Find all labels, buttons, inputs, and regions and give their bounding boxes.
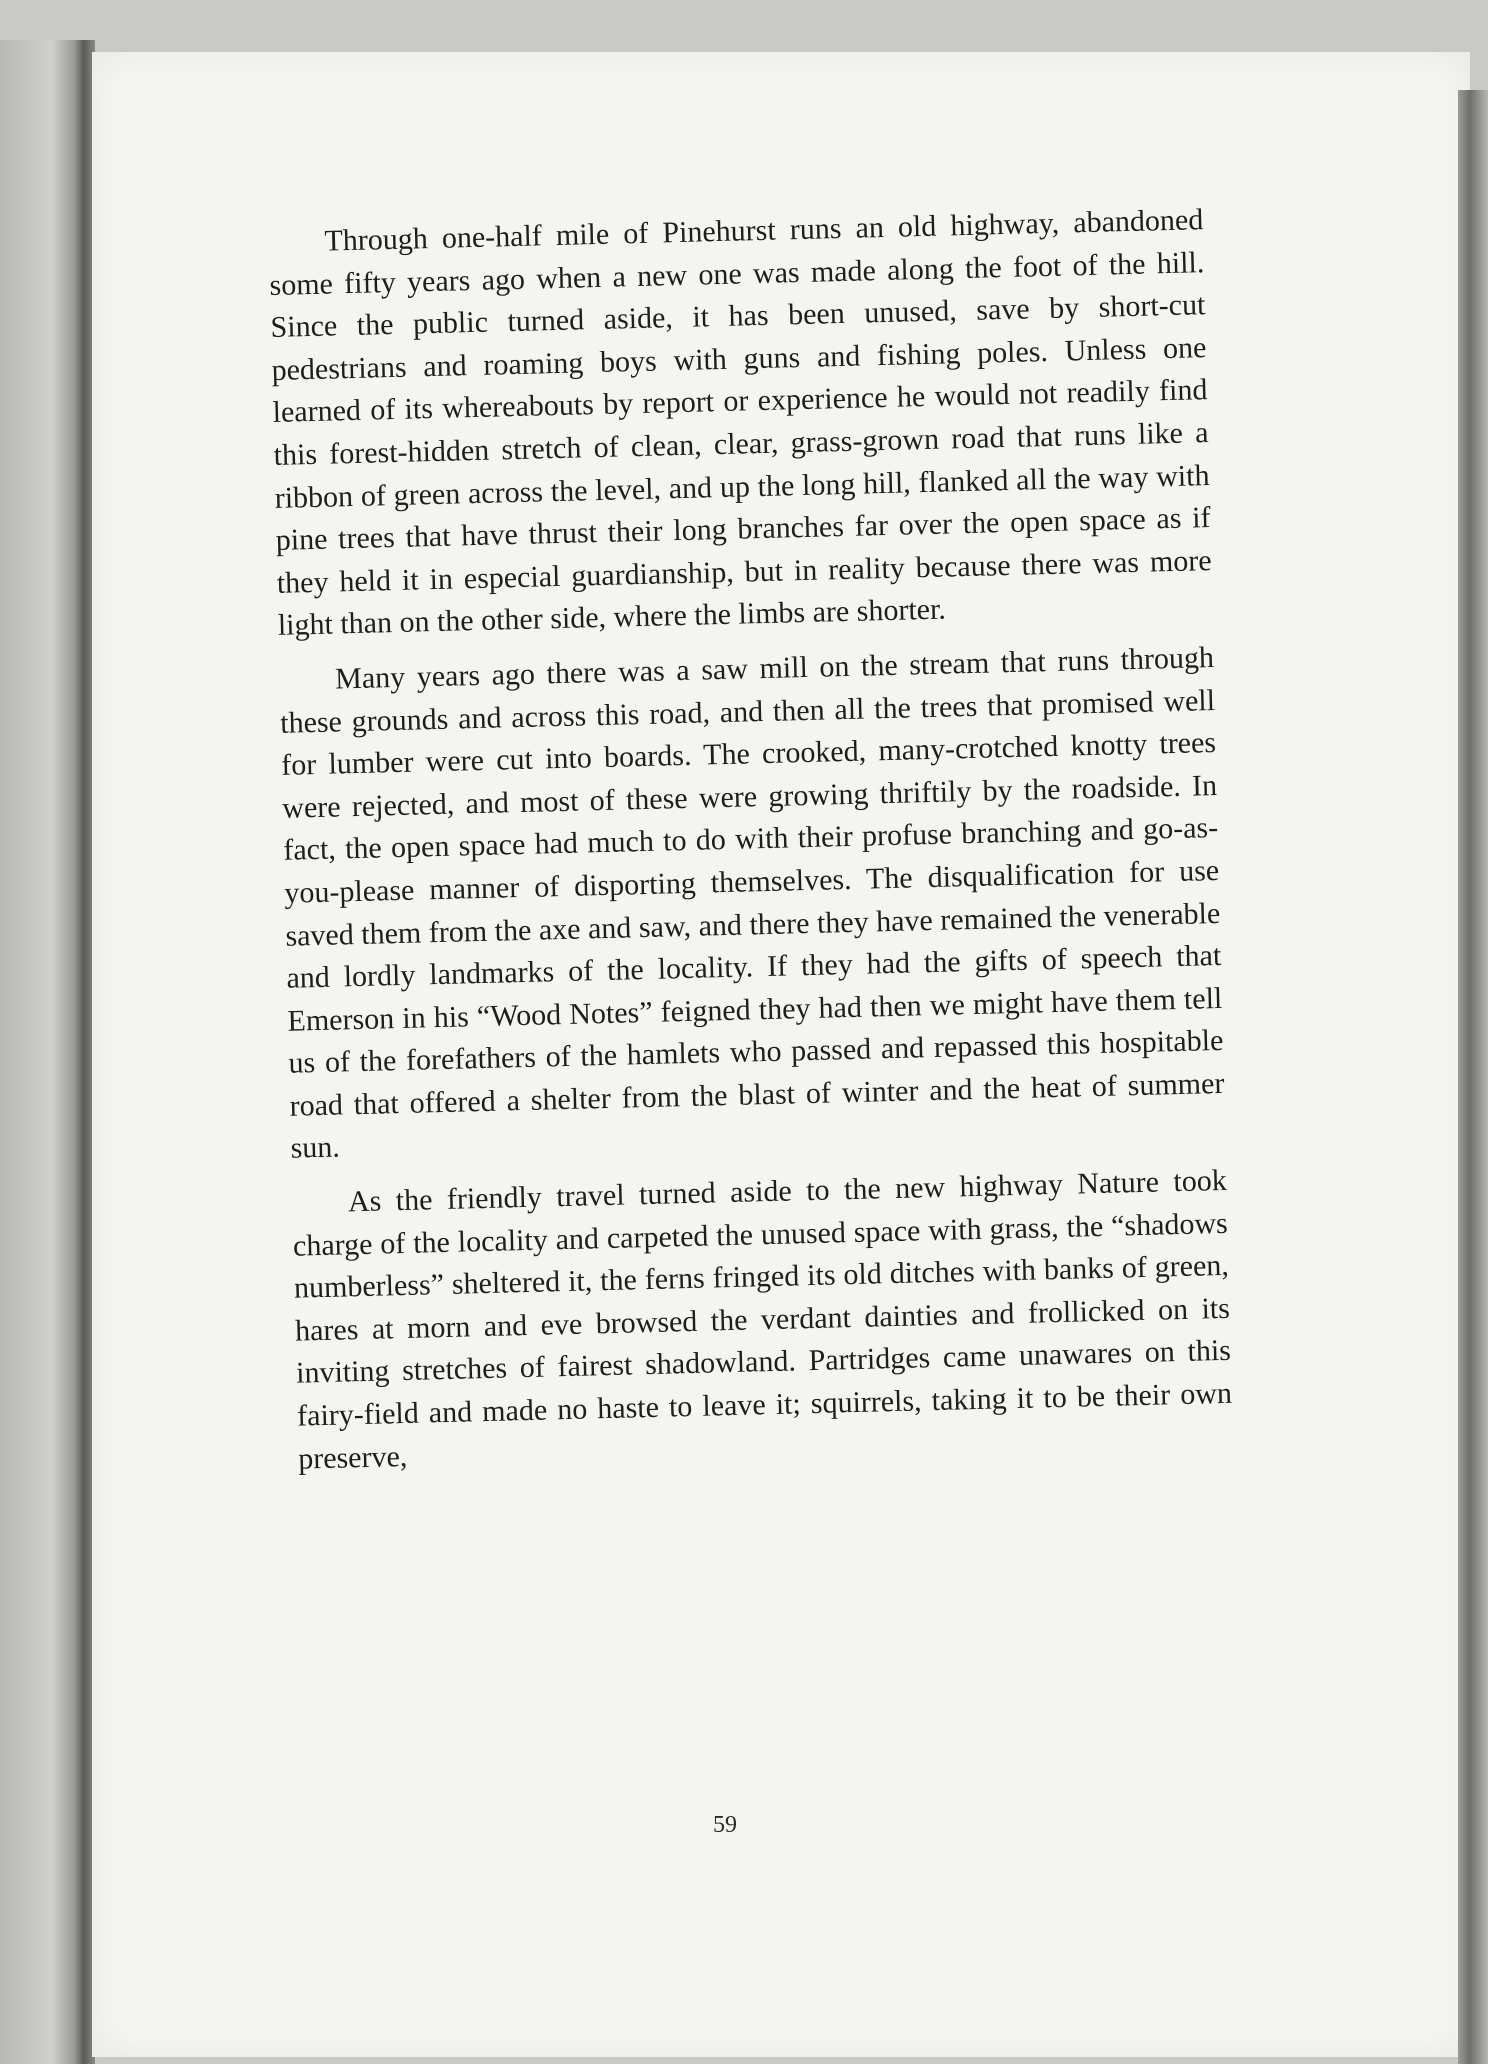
paragraph-1: Through one-half mile of Pinehurst runs an old highway, abandoned some fifty years ago when a new one was made along the foot of the hill. Since the public turned aside, it has been unused, save by short-cut pedestrians and roaming boys with guns and fishing poles. Unless one learned of its whereabouts by report or experience he would not readily find this forest-hidden stretch of clean, clear, grass-grown road that runs like a ribbon of green across the level, and up the long hill, flanked all the way with pine trees that have thrust their long branches far over the open space as if they held it in especial guardianship, but in reality because there was more light than on the other side, where the limbs are shorter. — [269, 203, 1212, 643]
body-text — [268, 199, 1234, 1493]
paragraph-2: Many years ago there was a saw mill on the stream that runs through these grounds and across this road, and then all the trees that promised well for lumber were cut into boards. The crooked, many-crotched knotty trees were rejected, and most of these were growing thriftily by the roadside. In fact, the open space had much to do with their profuse branching and go-as-you-please manner of disporting themselves. The disqualification for use saved them from the axe and saw, and there they have remained the venerable and lordly landmarks of the locality. If they had the gifts of speech that Emerson in his “Wood Notes” feigned they had then we might have them tell us of the forefathers of the hamlets who passed and repassed this hospitable road that offered a shelter from the blast of winter and the heat of summer sun. — [279, 640, 1225, 1166]
book-spine — [0, 40, 95, 2064]
page-number: 59 — [713, 1812, 737, 1838]
page-edge — [1458, 90, 1488, 2064]
paragraph-3: As the friendly travel turned aside to the new highway Nature took charge of the locality and carpeted the unused space with grass, the “shadows numberless” sheltered it, the ferns fringed its old ditches with banks of green, hares at morn and eve browsed the verdant dainties and frollicked on its inviting stretches of fairest shadowland. Partridges came unawares on this fairy-field and made no haste to leave it; squirrels, taking it to be their own preserve, — [292, 1163, 1233, 1476]
